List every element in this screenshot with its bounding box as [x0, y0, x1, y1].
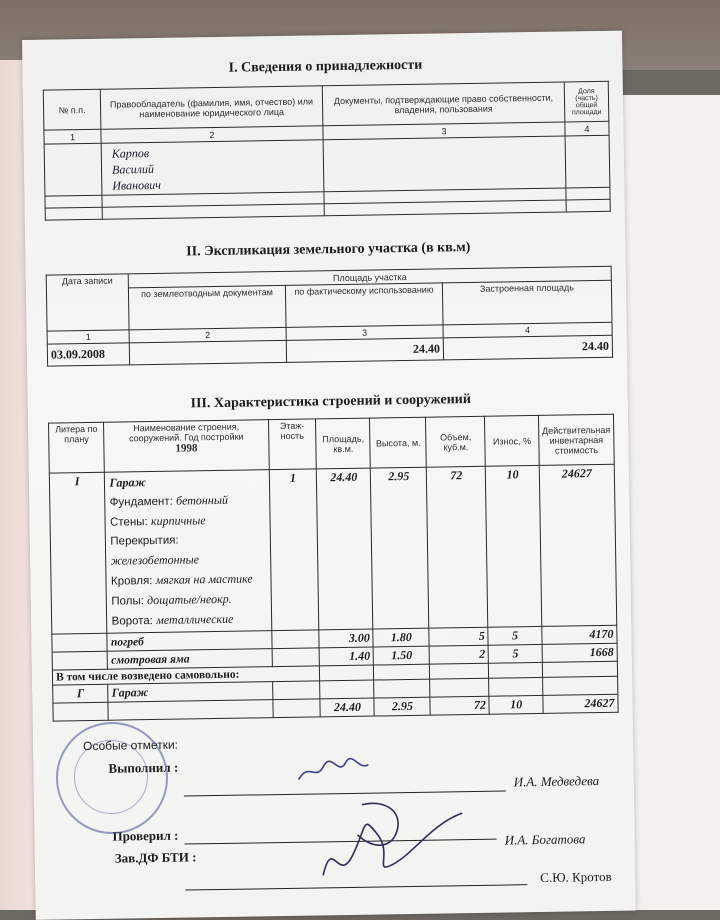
roof-label: Кровля: [110, 575, 153, 588]
buildings-header-name [104, 420, 269, 473]
land-row-documents [129, 340, 286, 364]
special-marks: Особые отметки: [82, 737, 179, 754]
ownership-colnum-1: 1 [44, 129, 101, 144]
building-floors: 1 [269, 469, 319, 631]
checked-name: И.А. Богатова [504, 831, 586, 848]
head-name: С.Ю. Кротов [540, 868, 612, 885]
ownership-header-number: № п.п. [43, 89, 101, 130]
ownership-documents-cell [323, 136, 566, 192]
owner-surname: Карпов [111, 145, 150, 161]
buildings-table [48, 414, 619, 722]
ownership-header-documents: Документы, подтверждающие право собственности, владения, пользования [322, 82, 565, 126]
building-height: 2.95 [371, 467, 430, 629]
cellar-name: погреб [107, 631, 271, 652]
ownership-table [43, 81, 611, 221]
land-header-actual: по фактическому использованию [285, 283, 443, 327]
pit-volume: 2 [430, 645, 489, 664]
buildings-header-name-text: Наименование строения, сооружений. Год постройки [128, 421, 244, 444]
building-main-row [49, 464, 616, 634]
building-cost: 24627 [539, 464, 617, 626]
land-header-date: Дата записи [46, 274, 129, 331]
gate-label: Ворота: [111, 615, 154, 628]
land-header-area: Площадь участка [128, 266, 611, 288]
owner-first-name: Василий [111, 161, 155, 177]
total-height: 2.95 [374, 697, 430, 716]
self-built-label: В том числе возведено самовольно: [52, 666, 320, 685]
ownership-row-number [44, 143, 102, 196]
head-label: Зав.ДФ БТИ : [114, 849, 197, 866]
land-row-actual: 24.40 [286, 338, 443, 362]
document-page [42, 43, 619, 754]
ownership-header-owner: Правообладатель (фамилия, имя, отчество) или наименование юридического лица [100, 86, 323, 129]
buildings-header-litera: Литера по плану [49, 422, 105, 473]
pit-name: смотровая яма [108, 649, 272, 670]
checked-label: Проверил : [112, 827, 179, 844]
pit-height: 1.50 [374, 646, 430, 665]
land-row-date: 03.09.2008 [47, 343, 129, 366]
foundation-label: Фундамент: [109, 495, 173, 509]
floor-label: Полы: [111, 595, 144, 608]
buildings-header-floors: Этаж-ность [268, 419, 317, 470]
building-wear: 10 [486, 465, 542, 627]
pit-area: 1.40 [320, 647, 374, 666]
land-colnum-1: 1 [47, 330, 129, 344]
ownership-colnum-4: 4 [565, 121, 609, 136]
ceiling-value: железобетонные [110, 552, 200, 568]
owner-name-cell [101, 140, 324, 195]
ownership-share-cell [565, 135, 610, 188]
buildings-header-area: Площадь, кв.м. [316, 418, 371, 469]
section2-title: II. Экспликация земельного участка (в кв.м) [186, 239, 471, 260]
gate-value: металлические [156, 611, 234, 627]
cellar-cost: 4170 [542, 625, 617, 644]
land-header-built: Застроенная площадь [442, 280, 612, 325]
ownership-colnum-3: 3 [323, 122, 565, 140]
building-volume: 72 [427, 466, 489, 628]
ownership-header-share: Доля (часть) общей площади [564, 81, 609, 122]
buildings-header-volume: Объем, куб.м. [426, 416, 486, 467]
owner-patronymic: Иванович [112, 177, 162, 193]
pit-cost: 1668 [542, 643, 617, 662]
head-signature [302, 793, 474, 896]
cellar-wear: 5 [488, 626, 542, 645]
land-header-documents: по землеотводным документам [128, 285, 286, 329]
cellar-area: 3.00 [319, 629, 373, 648]
building-area: 24.40 [317, 468, 374, 630]
section1-title: I. Сведения о принадлежности [228, 57, 423, 76]
total-litera: Г [53, 684, 109, 703]
total-cost: 24627 [543, 694, 618, 713]
land-colnum-4: 4 [443, 322, 612, 338]
ceiling-label: Перекрытия: [110, 534, 179, 548]
walls-label: Стены: [109, 516, 148, 529]
building-description [105, 470, 272, 634]
buildings-header-cost: Действительная инвентарная стоимость [538, 414, 614, 465]
total-name: Гараж [108, 682, 272, 703]
land-colnum-3: 3 [286, 325, 443, 340]
total-volume: 72 [430, 696, 489, 715]
land-plot-table [46, 266, 613, 367]
official-seal [56, 722, 168, 834]
land-colnum-2: 2 [129, 327, 286, 342]
done-name: И.А. Медведева [513, 773, 600, 790]
buildings-year: 1998 [175, 442, 198, 455]
cellar-height: 1.80 [373, 628, 429, 647]
building-name: Гараж [109, 475, 146, 490]
buildings-header-height: Высота, м. [370, 417, 427, 468]
done-signature [293, 751, 374, 792]
total-area: 24.40 [320, 698, 374, 717]
roof-value: мягкая на мастике [155, 571, 253, 587]
pit-wear: 5 [489, 644, 543, 663]
floor-value: дощатые/неокр. [146, 591, 232, 608]
done-label: Выполнил : [108, 759, 179, 776]
buildings-header-wear: Износ, % [485, 415, 539, 466]
walls-value: кирпичные [150, 513, 206, 529]
ownership-colnum-2: 2 [101, 126, 323, 143]
foundation-value: бетонный [175, 492, 229, 508]
land-row-built: 24.40 [443, 335, 612, 360]
cellar-volume: 5 [429, 627, 488, 646]
building-litera: I [49, 472, 107, 634]
section3-title: III. Характеристика строений и сооружений [190, 391, 471, 412]
total-wear: 10 [489, 695, 543, 714]
